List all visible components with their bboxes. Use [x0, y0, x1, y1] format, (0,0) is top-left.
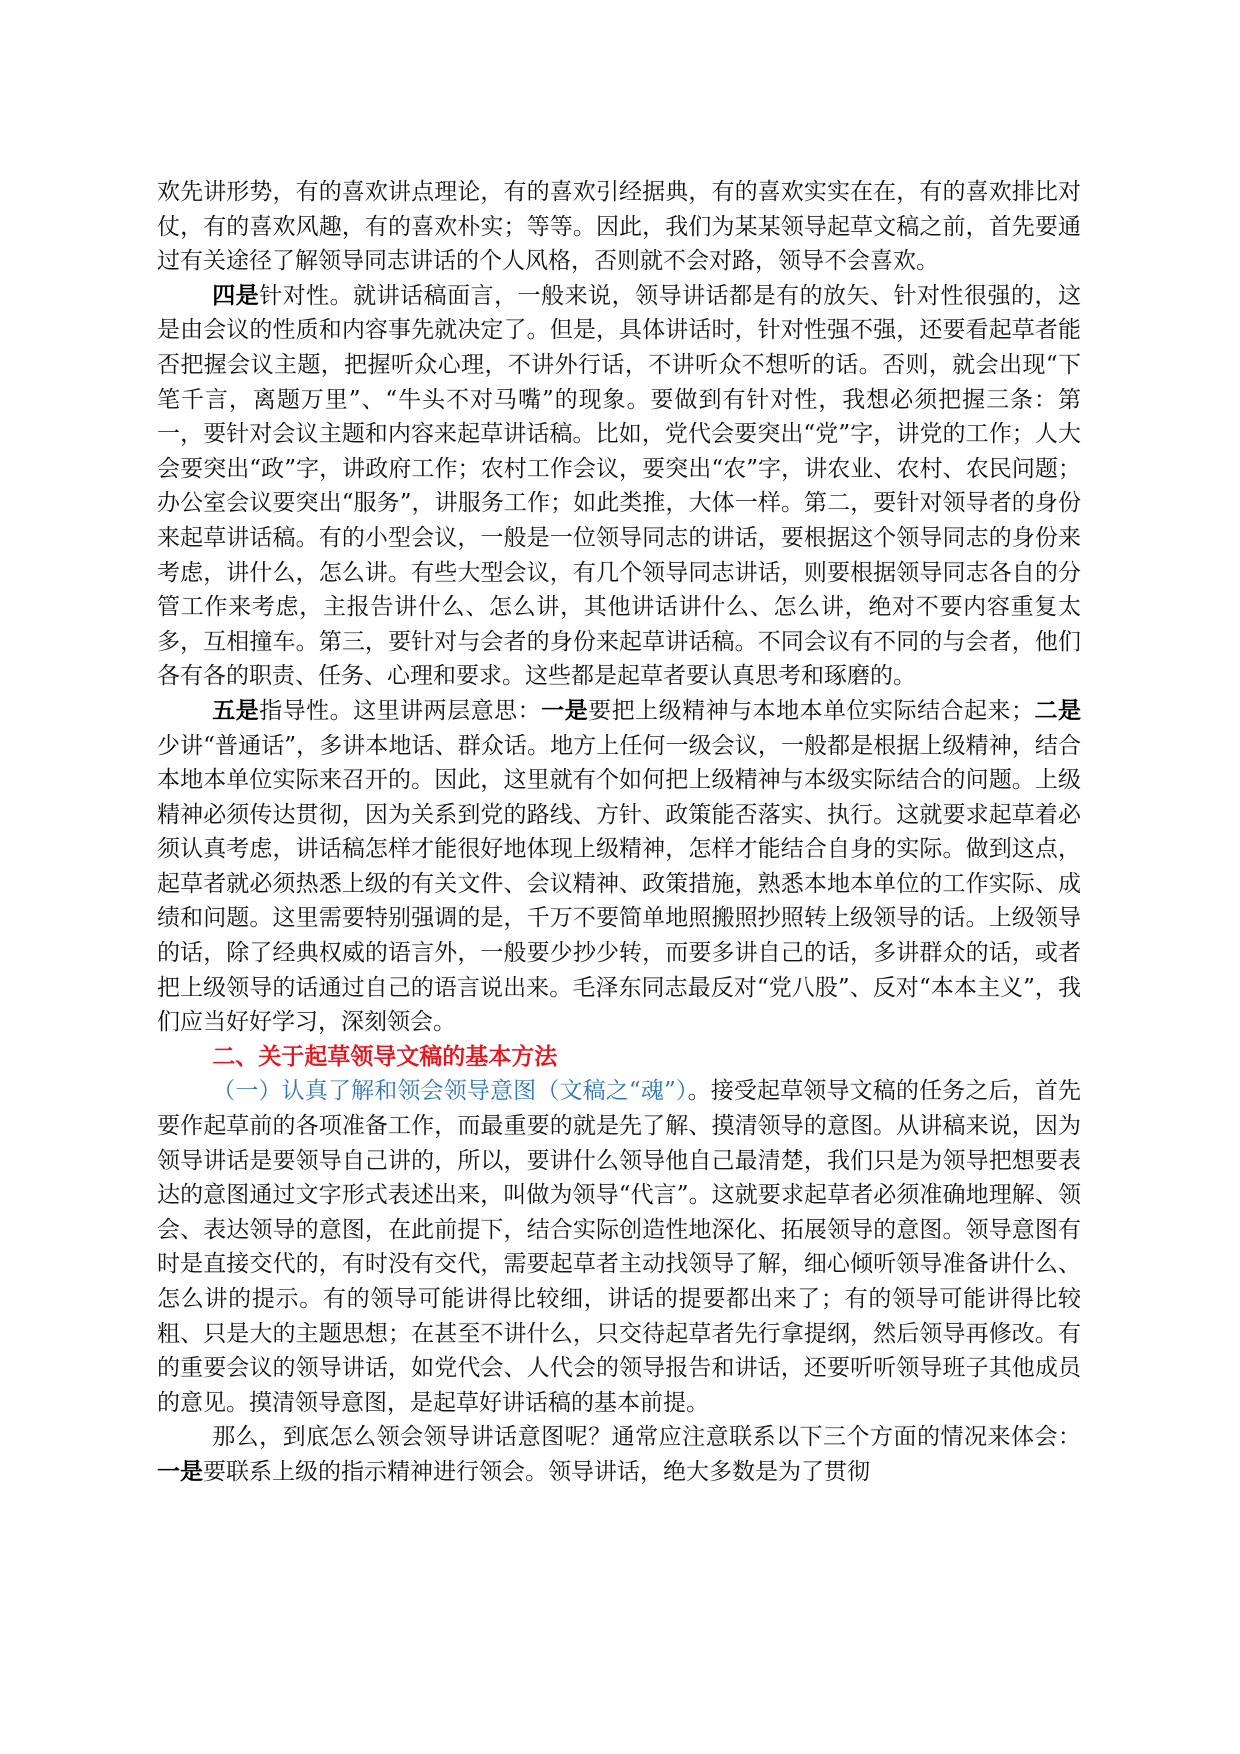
paragraph-style [157, 175, 1081, 279]
paragraph-four-relevance [157, 279, 1081, 694]
paragraph-understanding-intent [157, 1420, 1081, 1489]
paragraph-text: 。接受起草领导文稿的任务之后，首先要作起草前的各项准备工作，而最重要的就是先了解、摸清领导的意图。从讲稿来说，因为领导讲话是要领导自己讲的，所以，要讲什么领导他自己最清楚，我们只是为领导把想要表达的意图通过文字形式表述出来，叫做为领导“代言”。这就要求起草者必须准确地理解、领会、表达领导的意图，在此前提下，结合实际创造性地深化、拓展领导的意图。领导意图有时是直接交代的，有时没有交代，需要起草者主动找领导了解，细心倾听领导准备讲什么、怎么讲的提示。有的领导可能讲得比较细，讲话的提要都出来了；有的领导可能讲得比较粗、只是大的主题思想；在甚至不讲什么，只交待起草者先行拿提纲，然后领导再修改。有的重要会议的领导讲话，如党代会、人代会的领导报告和讲话，还要听听领导班子其他成员的意见。摸清领导意图，是起草好讲话稿的基本前提。 [157, 1078, 1081, 1416]
paragraph-text: 要联系上级的指示精神进行领会。领导讲话，绝大多数是为了贯彻 [203, 1458, 870, 1485]
paragraph-text: 少讲“普通话”，多讲本地话、群众话。地方上任何一级会议，一般都是根据上级精神，结合本地本单位实际来召开的。因此，这里就有个如何把上级精神与本级实际结合的问题。上级精神必须传达贯彻，因为关系到党的路线、方针、政策能否落实、执行。这就要求起草着必须认真考虑，讲话稿怎样才能很好地体现上级精神，怎样才能结合自身的实际。做到这点，起草者就必须热悉上级的有关文件、会议精神、政策措施，熟悉本地本单位的工作实际、成绩和问题。这里需要特别强调的是，千万不要简单地照搬照抄照转上级领导的话。上级领导的话，除了经典权威的语言外，一般要少抄少转，而要多讲自己的话，多讲群众的话，或者把上级领导的话通过自己的语言说出来。毛泽东同志最反对“党八股”、反对“本本主义”，我们应当好好学习，深刻领会。 [157, 732, 1081, 1036]
paragraph-text: 指导性。这里讲两层意思： [259, 697, 542, 724]
paragraph-text: 欢先讲形势，有的喜欢讲点理论，有的喜欢引经据典，有的喜欢实实在在，有的喜欢排比对仗，有的喜欢风趣，有的喜欢朴实；等等。因此，我们为某某领导起草文稿之前，首先要通过有关途径了解领导同志讲话的个人风格，否则就不会对路，领导不会喜欢。 [157, 179, 1081, 275]
paragraph-text: 针对性。就讲话稿面言，一般来说，领导讲话都是有的放矢、针对性很强的，这是由会议的性质和内容事先就决定了。但是，具体讲话时，针对性强不强，还要看起草者能否把握会议主题，把握听众心理，不讲外行话，不讲听众不想听的话。否则，就会出现“下笔千言，离题万里”、“牛头不对马嘴”的现象。要做到有针对性，我想必须把握三条：第一，要针对会议主题和内容来起草讲话稿。比如，党代会要突出“党”字，讲党的工作；人大会要突出“政”字，讲政府工作；农村工作会议，要突出“农”字，讲农业、农村、农民问题；办公室会议要突出“服务”，讲服务工作；如此类推，大体一样。第二，要针对领导者的身份来起草讲话稿。有的小型会议，一般是一位领导同志的讲话，要根据这个领导同志的身份来考虑，讲什么，怎么讲。有些大型会议，有几个领导同志讲话，则要根据领导同志各自的分管工作来考虑，主报告讲什么、怎么讲，其他讲话讲什么、怎么讲，绝对不要内容重复太多，互相撞车。第三，要针对与会者的身份来起草讲话稿。不同会议有不同的与会者，他们各有各的职责、任务、心理和要求。这些都是起草者要认真思考和琢磨的。 [157, 282, 1082, 690]
point-lead: 一是 [541, 697, 589, 724]
point-lead: 一是 [157, 1458, 203, 1485]
paragraph-text: 要把上级精神与本地本单位实际结合起来； [588, 697, 1035, 724]
point-lead: 二是 [1034, 697, 1082, 724]
subsection-heading: （一）认真了解和领会领导意图（文稿之“魂”） [212, 1078, 688, 1105]
section-heading: 二、关于起草领导文稿的基本方法 [212, 1043, 558, 1070]
document-body [157, 175, 1081, 1490]
paragraph-text: 那么，到底怎么领会领导讲话意图呢？通常应注意联系以下三个方面的情况来体会： [212, 1424, 1081, 1451]
paragraph-five-guidance [157, 694, 1081, 1040]
point-lead: 四是 [212, 282, 260, 309]
paragraph-subsection-one [157, 1074, 1081, 1420]
point-lead: 五是 [212, 697, 260, 724]
